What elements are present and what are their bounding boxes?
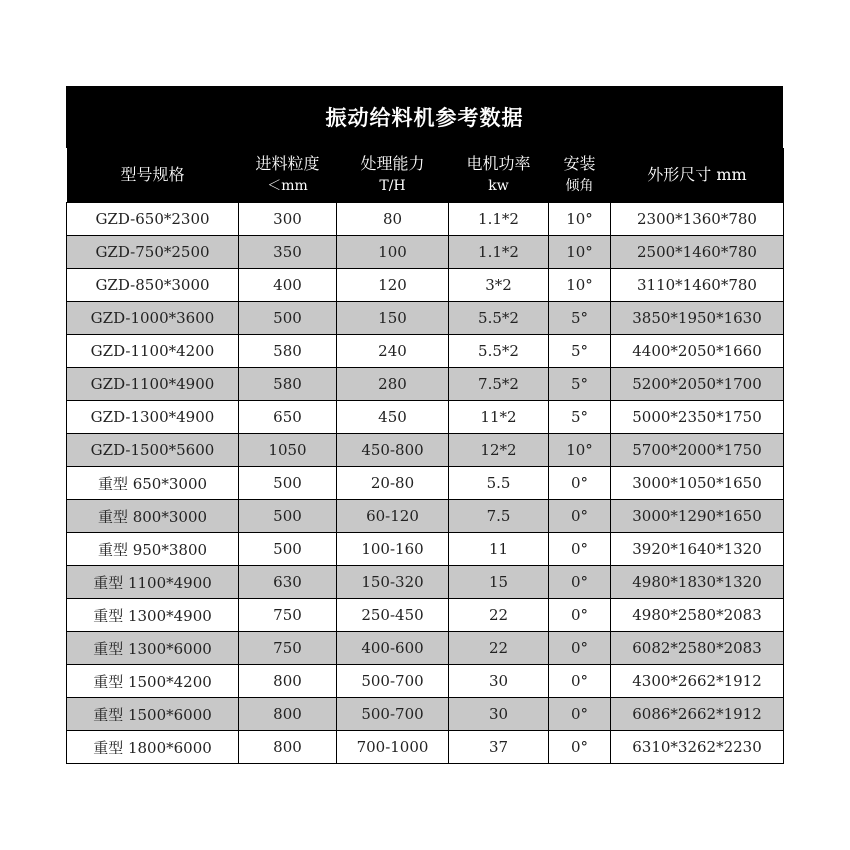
cell-feed-size: 630 [239, 566, 337, 599]
cell-model: 重型 1500*4200 [67, 665, 239, 698]
cell-feed-size: 350 [239, 236, 337, 269]
cell-model: GZD-1300*4900 [67, 401, 239, 434]
table-row [67, 566, 784, 599]
cell-dimensions: 5000*2350*1750 [611, 401, 784, 434]
cell-model: GZD-1100*4900 [67, 368, 239, 401]
cell-dimensions: 6082*2580*2083 [611, 632, 784, 665]
cell-capacity: 500-700 [337, 665, 449, 698]
cell-model: 重型 1800*6000 [67, 731, 239, 764]
cell-capacity: 240 [337, 335, 449, 368]
cell-model: 重型 800*3000 [67, 500, 239, 533]
table-row [67, 500, 784, 533]
cell-feed-size: 500 [239, 500, 337, 533]
table-body [67, 203, 784, 764]
cell-capacity: 450 [337, 401, 449, 434]
table-row [67, 533, 784, 566]
table-row [67, 335, 784, 368]
cell-install-angle: 5° [549, 401, 611, 434]
cell-model: GZD-750*2500 [67, 236, 239, 269]
cell-capacity: 80 [337, 203, 449, 236]
cell-install-angle: 0° [549, 566, 611, 599]
cell-capacity: 150 [337, 302, 449, 335]
cell-dimensions: 3110*1460*780 [611, 269, 784, 302]
cell-dimensions: 4980*2580*2083 [611, 599, 784, 632]
cell-motor-power: 30 [449, 665, 549, 698]
cell-dimensions: 5700*2000*1750 [611, 434, 784, 467]
cell-dimensions: 6086*2662*1912 [611, 698, 784, 731]
cell-capacity: 150-320 [337, 566, 449, 599]
cell-motor-power: 1.1*2 [449, 203, 549, 236]
cell-capacity: 700-1000 [337, 731, 449, 764]
cell-motor-power: 37 [449, 731, 549, 764]
cell-motor-power: 11*2 [449, 401, 549, 434]
cell-motor-power: 5.5 [449, 467, 549, 500]
cell-model: 重型 1500*6000 [67, 698, 239, 731]
table-row [67, 269, 784, 302]
cell-feed-size: 580 [239, 368, 337, 401]
cell-capacity: 500-700 [337, 698, 449, 731]
cell-feed-size: 650 [239, 401, 337, 434]
cell-feed-size: 800 [239, 665, 337, 698]
cell-feed-size: 750 [239, 632, 337, 665]
cell-capacity: 20-80 [337, 467, 449, 500]
cell-capacity: 100 [337, 236, 449, 269]
table-row [67, 467, 784, 500]
cell-dimensions: 3920*1640*1320 [611, 533, 784, 566]
cell-dimensions: 2300*1360*780 [611, 203, 784, 236]
cell-motor-power: 30 [449, 698, 549, 731]
header-row [67, 148, 784, 203]
cell-dimensions: 6310*3262*2230 [611, 731, 784, 764]
cell-install-angle: 0° [549, 698, 611, 731]
cell-model: 重型 1100*4900 [67, 566, 239, 599]
cell-capacity: 60-120 [337, 500, 449, 533]
cell-feed-size: 400 [239, 269, 337, 302]
cell-model: 重型 1300*6000 [67, 632, 239, 665]
header-feed-size: 进料粒度 ＜mm [239, 148, 337, 203]
cell-dimensions: 4300*2662*1912 [611, 665, 784, 698]
header-dimensions: 外形尺寸 mm [611, 148, 784, 203]
cell-install-angle: 0° [549, 467, 611, 500]
cell-install-angle: 0° [549, 500, 611, 533]
cell-dimensions: 3850*1950*1630 [611, 302, 784, 335]
cell-motor-power: 7.5*2 [449, 368, 549, 401]
header-capacity: 处理能力 T/H [337, 148, 449, 203]
data-sheet [66, 86, 783, 764]
cell-install-angle: 0° [549, 731, 611, 764]
cell-install-angle: 5° [549, 335, 611, 368]
cell-capacity: 120 [337, 269, 449, 302]
cell-model: GZD-650*2300 [67, 203, 239, 236]
cell-motor-power: 5.5*2 [449, 335, 549, 368]
table-row [67, 203, 784, 236]
cell-feed-size: 500 [239, 533, 337, 566]
cell-dimensions: 4400*2050*1660 [611, 335, 784, 368]
cell-feed-size: 750 [239, 599, 337, 632]
table-row [67, 368, 784, 401]
cell-model: 重型 950*3800 [67, 533, 239, 566]
cell-motor-power: 7.5 [449, 500, 549, 533]
cell-model: 重型 1300*4900 [67, 599, 239, 632]
cell-capacity: 250-450 [337, 599, 449, 632]
cell-motor-power: 3*2 [449, 269, 549, 302]
table-row [67, 236, 784, 269]
cell-install-angle: 10° [549, 269, 611, 302]
cell-dimensions: 3000*1290*1650 [611, 500, 784, 533]
cell-feed-size: 300 [239, 203, 337, 236]
cell-dimensions: 5200*2050*1700 [611, 368, 784, 401]
cell-capacity: 450-800 [337, 434, 449, 467]
cell-install-angle: 0° [549, 632, 611, 665]
cell-install-angle: 5° [549, 302, 611, 335]
cell-feed-size: 500 [239, 302, 337, 335]
header-motor-power: 电机功率 kw [449, 148, 549, 203]
cell-feed-size: 500 [239, 467, 337, 500]
cell-model: 重型 650*3000 [67, 467, 239, 500]
table-row [67, 599, 784, 632]
cell-capacity: 280 [337, 368, 449, 401]
cell-motor-power: 5.5*2 [449, 302, 549, 335]
cell-motor-power: 12*2 [449, 434, 549, 467]
cell-install-angle: 0° [549, 533, 611, 566]
cell-capacity: 100-160 [337, 533, 449, 566]
table-row [67, 434, 784, 467]
cell-install-angle: 10° [549, 203, 611, 236]
cell-install-angle: 0° [549, 599, 611, 632]
cell-dimensions: 4980*1830*1320 [611, 566, 784, 599]
table-row [67, 302, 784, 335]
cell-model: GZD-1100*4200 [67, 335, 239, 368]
header-model: 型号规格 [67, 148, 239, 203]
cell-motor-power: 1.1*2 [449, 236, 549, 269]
cell-dimensions: 2500*1460*780 [611, 236, 784, 269]
cell-feed-size: 800 [239, 731, 337, 764]
cell-dimensions: 3000*1050*1650 [611, 467, 784, 500]
cell-motor-power: 15 [449, 566, 549, 599]
cell-motor-power: 22 [449, 599, 549, 632]
cell-capacity: 400-600 [337, 632, 449, 665]
table-row [67, 731, 784, 764]
table-title: 振动给料机参考数据 [66, 86, 783, 148]
cell-feed-size: 580 [239, 335, 337, 368]
table-row [67, 632, 784, 665]
table-row [67, 401, 784, 434]
cell-install-angle: 10° [549, 236, 611, 269]
specs-table [66, 148, 784, 764]
cell-model: GZD-1000*3600 [67, 302, 239, 335]
cell-motor-power: 11 [449, 533, 549, 566]
cell-feed-size: 800 [239, 698, 337, 731]
header-install-angle: 安装 倾角 [549, 148, 611, 203]
cell-install-angle: 10° [549, 434, 611, 467]
table-row [67, 698, 784, 731]
cell-model: GZD-850*3000 [67, 269, 239, 302]
cell-motor-power: 22 [449, 632, 549, 665]
cell-install-angle: 5° [549, 368, 611, 401]
cell-feed-size: 1050 [239, 434, 337, 467]
table-row [67, 665, 784, 698]
cell-install-angle: 0° [549, 665, 611, 698]
cell-model: GZD-1500*5600 [67, 434, 239, 467]
